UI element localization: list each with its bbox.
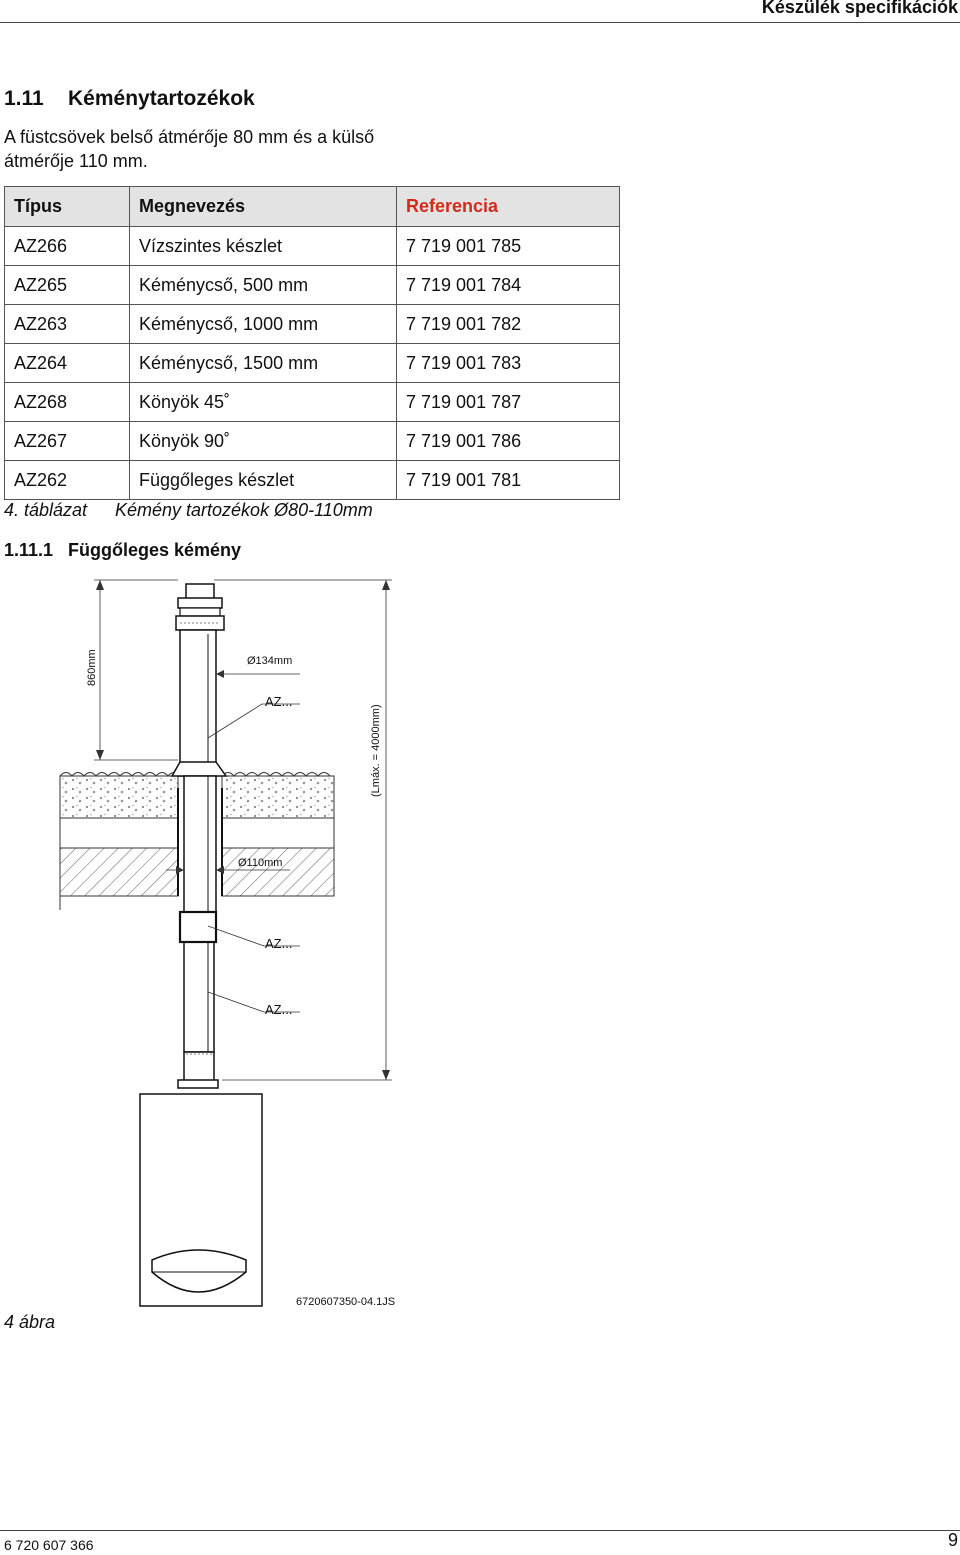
table-row: [5, 266, 620, 305]
cell-reference: 7 719 001 786: [397, 422, 620, 461]
section-number: 1.11: [4, 87, 44, 110]
dimension-134: [216, 655, 300, 678]
cell-reference: 7 719 001 782: [397, 305, 620, 344]
cell-name: Kéménycső, 500 mm: [130, 266, 397, 305]
cell-reference: 7 719 001 785: [397, 227, 620, 266]
figure-code: 6720607350-04.1JS: [296, 1296, 396, 1308]
cell-reference: 7 719 001 787: [397, 383, 620, 422]
cell-name: Kéménycső, 1500 mm: [130, 344, 397, 383]
header-rule: [0, 22, 960, 23]
table-header-row: [5, 187, 620, 227]
table-caption-text: Kémény tartozékok Ø80-110mm: [115, 500, 373, 520]
part-label-3: AZ...: [265, 1002, 293, 1017]
header-name: Megnevezés: [130, 187, 397, 227]
table-caption-label: 4. táblázat: [4, 500, 88, 520]
dim-860-label: 860mm: [86, 649, 98, 686]
section-title: Kéménytartozékok: [68, 87, 255, 110]
cell-type: AZ265: [5, 266, 130, 305]
header-reference: Referencia: [397, 187, 620, 227]
running-header-title: Készülék specifikációk: [761, 0, 958, 17]
section-heading: [4, 87, 255, 111]
cell-reference: 7 719 001 781: [397, 461, 620, 500]
flue-terminal-cap: [176, 584, 224, 630]
cell-type: AZ267: [5, 422, 130, 461]
accessories-table: [4, 186, 620, 500]
table-row: [5, 344, 620, 383]
table-caption: [4, 500, 373, 521]
footer-rule: [0, 1530, 960, 1531]
vertical-flue-diagram: [0, 570, 420, 1310]
cell-type: AZ262: [5, 461, 130, 500]
cell-name: Könyök 90˚: [130, 422, 397, 461]
table-row: [5, 422, 620, 461]
cell-reference: 7 719 001 784: [397, 266, 620, 305]
dim-110-label: Ø110mm: [238, 857, 283, 869]
table-row: [5, 461, 620, 500]
subsection-title: Függőleges kémény: [68, 540, 242, 560]
table-row: [5, 383, 620, 422]
cell-name: Könyök 45˚: [130, 383, 397, 422]
part-label-1: AZ...: [265, 694, 293, 709]
part-label-2: AZ...: [265, 936, 293, 951]
cell-reference: 7 719 001 783: [397, 344, 620, 383]
cell-name: Kéménycső, 1000 mm: [130, 305, 397, 344]
subsection-heading: [4, 540, 241, 561]
header-type: Típus: [5, 187, 130, 227]
cell-type: AZ266: [5, 227, 130, 266]
dim-lmax-label: (Lmáx. = 4000mm): [370, 704, 382, 797]
cell-type: AZ263: [5, 305, 130, 344]
page-number: 9: [947, 1530, 958, 1550]
cell-type: AZ268: [5, 383, 130, 422]
dimension-860: [86, 580, 178, 760]
cell-type: AZ264: [5, 344, 130, 383]
figure-caption: 4 ábra: [4, 1312, 56, 1332]
table-row: [5, 305, 620, 344]
footer-doc-number: 6 720 607 366: [4, 1537, 94, 1553]
intro-paragraph: A füstcsövek belső átmérője 80 mm és a külső átmérője 110 mm.: [4, 127, 375, 171]
cell-name: Függőleges készlet: [130, 461, 397, 500]
subsection-number: 1.11.1: [4, 540, 54, 560]
outer-flue-pipe: [172, 630, 226, 776]
inner-flue-pipe: [178, 776, 218, 1088]
dim-134-label: Ø134mm: [247, 655, 293, 667]
table-row: [5, 227, 620, 266]
boiler-unit: [140, 1094, 262, 1306]
cell-name: Vízszintes készlet: [130, 227, 397, 266]
